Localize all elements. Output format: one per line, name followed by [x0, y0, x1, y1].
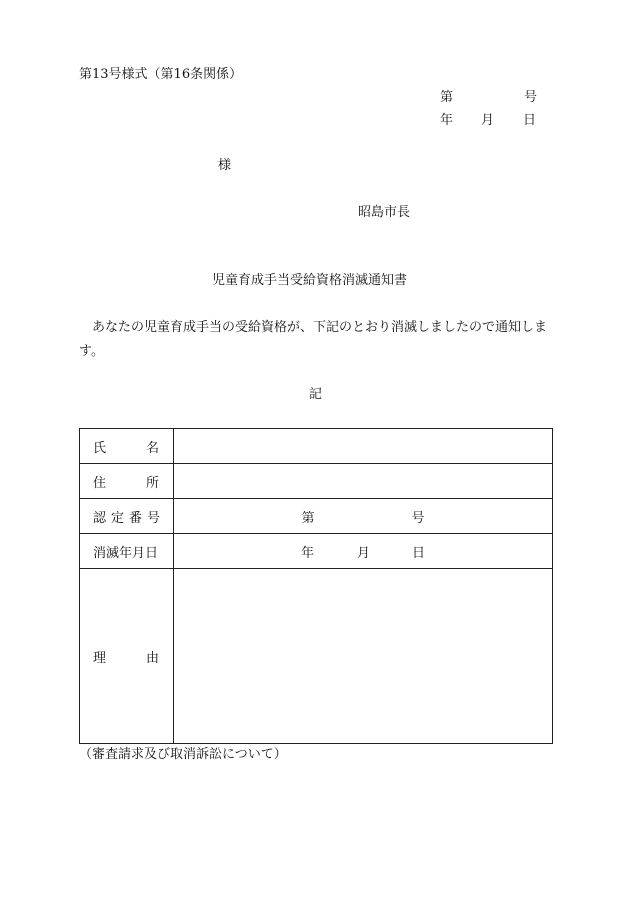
row-address: [80, 464, 553, 499]
row-reason: [80, 569, 553, 744]
issue-date: [440, 113, 536, 129]
document-title: 児童育成手当受給資格消滅通知書: [212, 273, 408, 288]
date-day: 日: [523, 113, 537, 128]
row-lapse-date: [80, 534, 553, 569]
footer-note: （審査請求及び取消訴訟について）: [79, 747, 287, 762]
value-cert-number: 第 号: [174, 499, 553, 534]
label-cert-number: 認 定 番 号: [80, 499, 174, 534]
body-text: あなたの児童育成手当の受給資格が、下記のとおり消滅しましたので通知します。: [79, 320, 548, 359]
doc-number-suffix: 号: [524, 90, 538, 105]
label-lapse-date: 消滅年月日: [80, 534, 174, 569]
ki-heading: 記: [309, 387, 323, 402]
form-number: 第13号様式（第16条関係）: [79, 67, 243, 82]
row-name: [80, 429, 553, 464]
value-address: [174, 464, 553, 499]
document-number: [440, 90, 537, 106]
doc-number-prefix: 第: [440, 90, 454, 105]
row-cert-number: [80, 499, 553, 534]
value-reason: [174, 569, 553, 744]
issuer-name: 昭島市長: [358, 205, 411, 220]
date-month: 月: [481, 113, 495, 128]
notice-table: [79, 428, 553, 744]
label-address: 住 所: [80, 464, 174, 499]
recipient-suffix: 様: [218, 158, 232, 173]
value-name: [174, 429, 553, 464]
label-name: 氏 名: [80, 429, 174, 464]
date-year: 年: [440, 113, 454, 128]
label-reason: 理 由: [80, 569, 174, 744]
value-lapse-date: 年 月 日: [174, 534, 553, 569]
